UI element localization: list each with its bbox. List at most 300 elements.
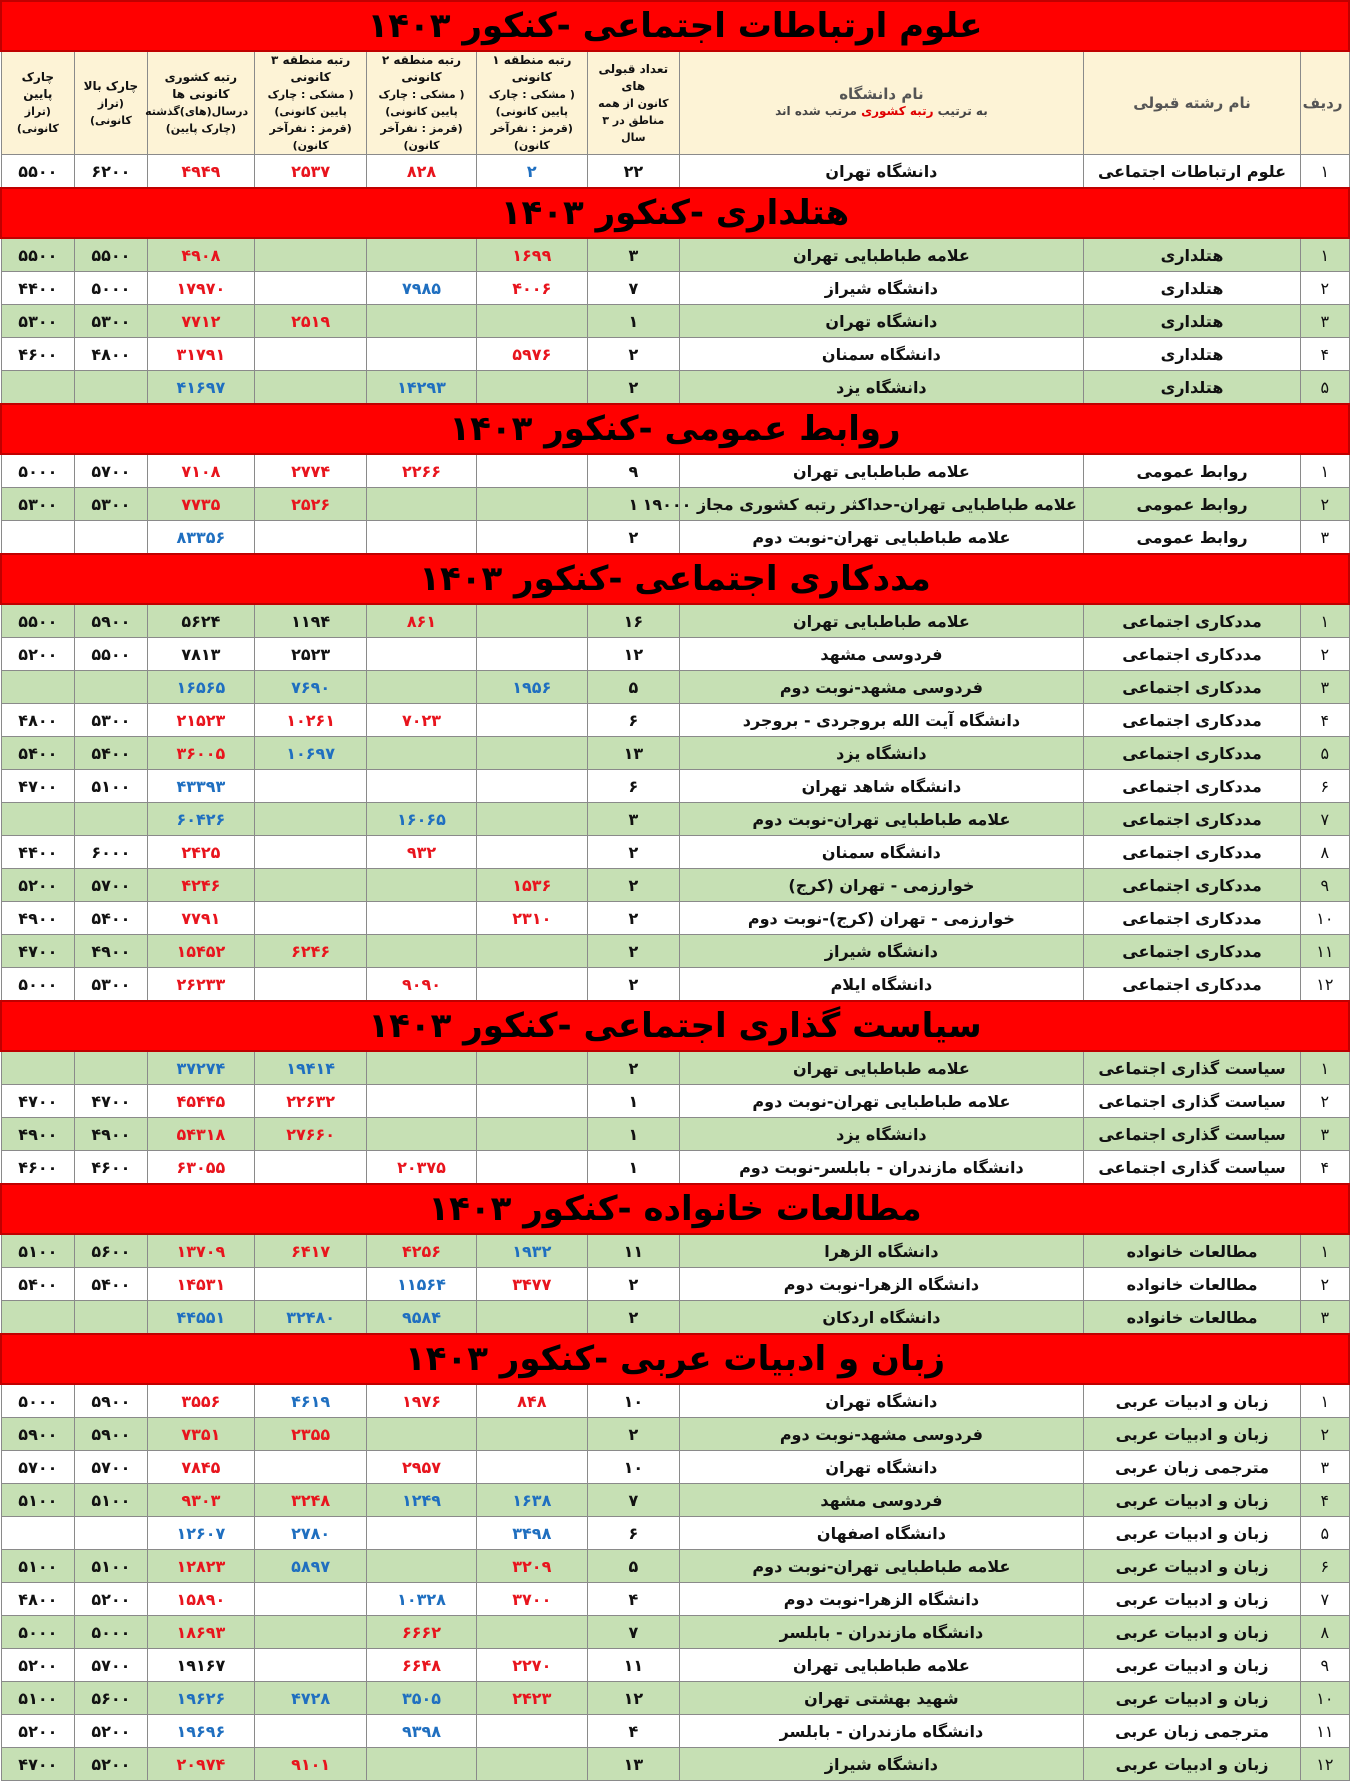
cell-upper-quartile: ۴۶۰۰ [75, 1151, 147, 1185]
cell-national-rank: ۳۷۲۷۴ [147, 1051, 255, 1085]
cell-rank-region2: ۱۶۰۶۵ [367, 803, 477, 836]
cell-rank-region2 [367, 935, 477, 968]
cell-national-rank: ۱۵۸۹۰ [147, 1583, 255, 1616]
header-upper-quartile-line: چارک بالا [83, 78, 139, 93]
cell-national-rank: ۴۵۴۴۵ [147, 1085, 255, 1118]
cell-rank-region1 [476, 454, 587, 488]
cell-radif: ۲ [1301, 1418, 1349, 1451]
cell-rank-region1: ۲۳۱۰ [476, 902, 587, 935]
table-row [1, 454, 1349, 488]
cell-upper-quartile: ۵۳۰۰ [75, 305, 147, 338]
section-title: سیاست گذاری اجتماعی -کنکور ۱۴۰۳ [1, 1001, 1349, 1051]
cell-count: ۱۰ [587, 1451, 679, 1484]
header-national-rank-line: رتبه کشوری کانونی ها [164, 70, 238, 101]
cell-rank-region3: ۵۸۹۷ [255, 1550, 367, 1583]
cell-upper-quartile: ۵۵۰۰ [75, 238, 147, 272]
cell-national-rank: ۳۱۷۹۱ [147, 338, 255, 371]
table-row [1, 1649, 1349, 1682]
cell-rank-region1: ۳۲۰۹ [476, 1550, 587, 1583]
cell-count: ۱۲ [587, 638, 679, 671]
cell-count: ۲ [587, 968, 679, 1002]
cell-national-rank: ۷۳۵۱ [147, 1418, 255, 1451]
cell-rank-region3 [255, 1649, 367, 1682]
cell-national-rank: ۱۲۸۲۳ [147, 1550, 255, 1583]
cell-rank-region2 [367, 1118, 477, 1151]
section-title-row [1, 554, 1349, 604]
cell-rank-region1 [476, 1451, 587, 1484]
cell-upper-quartile: ۵۷۰۰ [75, 454, 147, 488]
table-row [1, 272, 1349, 305]
header-university-title: نام دانشگاه [839, 85, 924, 103]
header-rank-region3-line: (قرمز : نفرآخر کانون) [269, 122, 352, 152]
cell-rank-region1 [476, 1301, 587, 1335]
cell-radif: ۴ [1301, 1151, 1349, 1185]
cell-count: ۶ [587, 770, 679, 803]
section-title: علوم ارتباطات اجتماعی -کنکور ۱۴۰۳ [1, 1, 1349, 51]
cell-rank-region2: ۹۳۲ [367, 836, 477, 869]
cell-major: هتلداری [1083, 238, 1300, 272]
header-national-rank [147, 51, 255, 155]
cell-major: مددکاری اجتماعی [1083, 770, 1300, 803]
cell-national-rank: ۱۹۱۶۷ [147, 1649, 255, 1682]
cell-national-rank: ۴۳۳۹۳ [147, 770, 255, 803]
cell-lower-quartile: ۵۵۰۰ [1, 238, 75, 272]
table-row [1, 1268, 1349, 1301]
cell-rank-region3 [255, 1268, 367, 1301]
cell-lower-quartile: ۵۵۰۰ [1, 604, 75, 638]
cell-university: علامه طباطبایی تهران-نوبت دوم [679, 521, 1083, 555]
cell-rank-region1 [476, 1616, 587, 1649]
cell-count: ۲ [587, 935, 679, 968]
cell-national-rank: ۱۲۶۰۷ [147, 1517, 255, 1550]
cell-rank-region2 [367, 1550, 477, 1583]
cell-rank-region3: ۱۹۴۱۴ [255, 1051, 367, 1085]
cell-university: علامه طباطبایی تهران [679, 238, 1083, 272]
header-sub-em: رتبه کشوری [861, 104, 934, 118]
table-row [1, 1484, 1349, 1517]
cell-rank-region3 [255, 521, 367, 555]
cell-rank-region1: ۱۹۳۲ [476, 1234, 587, 1268]
section-title: مددکاری اجتماعی -کنکور ۱۴۰۳ [1, 554, 1349, 604]
cell-count: ۴ [587, 1715, 679, 1748]
cell-major: مطالعات خانواده [1083, 1268, 1300, 1301]
cell-rank-region2: ۲۹۵۷ [367, 1451, 477, 1484]
cell-upper-quartile [75, 521, 147, 555]
table-row [1, 1418, 1349, 1451]
header-rank-region2 [367, 51, 477, 155]
cell-radif: ۲ [1301, 1085, 1349, 1118]
cell-upper-quartile: ۴۹۰۰ [75, 935, 147, 968]
cell-count: ۱۳ [587, 737, 679, 770]
header-sub-pre: به ترتیب [933, 104, 988, 118]
cell-university: فردوسی مشهد [679, 638, 1083, 671]
cell-radif: ۱۰ [1301, 1682, 1349, 1715]
cell-university: علامه طباطبایی تهران-نوبت دوم [679, 1550, 1083, 1583]
cell-major: هتلداری [1083, 371, 1300, 405]
cell-major: مددکاری اجتماعی [1083, 803, 1300, 836]
cell-radif: ۵ [1301, 1517, 1349, 1550]
section-title-row [1, 188, 1349, 238]
table-row [1, 671, 1349, 704]
cell-lower-quartile: ۴۴۰۰ [1, 272, 75, 305]
cell-major: مددکاری اجتماعی [1083, 869, 1300, 902]
cell-lower-quartile [1, 1517, 75, 1550]
cell-rank-region3 [255, 1151, 367, 1185]
cell-major: مددکاری اجتماعی [1083, 704, 1300, 737]
cell-major: روابط عمومی [1083, 488, 1300, 521]
cell-count: ۱ [587, 305, 679, 338]
cell-national-rank: ۴۴۵۵۱ [147, 1301, 255, 1335]
cell-radif: ۱ [1301, 454, 1349, 488]
section-title: زبان و ادبیات عربی -کنکور ۱۴۰۳ [1, 1334, 1349, 1384]
cell-national-rank: ۱۳۷۰۹ [147, 1234, 255, 1268]
table-row [1, 770, 1349, 803]
cell-university: دانشگاه اردکان [679, 1301, 1083, 1335]
cell-rank-region3 [255, 836, 367, 869]
cell-radif: ۲ [1301, 638, 1349, 671]
cell-university: فردوسی مشهد [679, 1484, 1083, 1517]
cell-lower-quartile: ۵۳۰۰ [1, 488, 75, 521]
cell-rank-region1 [476, 1748, 587, 1781]
cell-major: مددکاری اجتماعی [1083, 935, 1300, 968]
header-radif-label: ردیف [1302, 93, 1343, 112]
cell-rank-region3: ۲۵۳۷ [255, 155, 367, 189]
cell-upper-quartile: ۶۲۰۰ [75, 155, 147, 189]
cell-rank-region1: ۱۶۹۹ [476, 238, 587, 272]
cell-lower-quartile: ۵۰۰۰ [1, 968, 75, 1002]
cell-lower-quartile [1, 371, 75, 405]
cell-university: دانشگاه آیت الله بروجردی - بروجرد [679, 704, 1083, 737]
cell-count: ۵ [587, 671, 679, 704]
cell-count: ۶ [587, 1517, 679, 1550]
cell-count: ۹ [587, 454, 679, 488]
cell-rank-region2 [367, 1517, 477, 1550]
cell-radif: ۸ [1301, 836, 1349, 869]
cell-rank-region2: ۱۱۵۶۴ [367, 1268, 477, 1301]
cell-count: ۱ [587, 1118, 679, 1151]
cell-major: سیاست گذاری اجتماعی [1083, 1051, 1300, 1085]
cell-rank-region3: ۴۷۲۸ [255, 1682, 367, 1715]
cell-lower-quartile: ۵۲۰۰ [1, 638, 75, 671]
section-title: روابط عمومی -کنکور ۱۴۰۳ [1, 404, 1349, 454]
cell-rank-region3: ۱۰۶۹۷ [255, 737, 367, 770]
cell-major: زبان و ادبیات عربی [1083, 1517, 1300, 1550]
cell-radif: ۱ [1301, 1234, 1349, 1268]
cell-lower-quartile: ۵۴۰۰ [1, 1268, 75, 1301]
cell-university: علامه طباطبایی تهران-نوبت دوم [679, 1085, 1083, 1118]
header-lower-quartile-line: چارک پایین [21, 70, 54, 101]
cell-rank-region2 [367, 1051, 477, 1085]
cell-university: علامه طباطبایی تهران [679, 1051, 1083, 1085]
table-row [1, 1748, 1349, 1781]
section-title-row [1, 1334, 1349, 1384]
cell-rank-region1 [476, 638, 587, 671]
cell-rank-region1: ۳۷۰۰ [476, 1583, 587, 1616]
cell-rank-region1 [476, 1085, 587, 1118]
cell-national-rank: ۸۳۳۵۶ [147, 521, 255, 555]
cell-count: ۴ [587, 1583, 679, 1616]
cell-upper-quartile: ۵۷۰۰ [75, 1451, 147, 1484]
table-row [1, 1550, 1349, 1583]
header-rank-region1-line: (قرمز : نفرآخر کانون) [490, 122, 573, 152]
cell-major: هتلداری [1083, 338, 1300, 371]
cell-count: ۱۳ [587, 1748, 679, 1781]
cell-rank-region3 [255, 1451, 367, 1484]
cell-rank-region3 [255, 803, 367, 836]
cell-national-rank: ۱۹۶۲۶ [147, 1682, 255, 1715]
cell-count: ۱۱ [587, 1234, 679, 1268]
table-row [1, 704, 1349, 737]
cell-rank-region2: ۸۲۸ [367, 155, 477, 189]
cell-rank-region1: ۱۶۳۸ [476, 1484, 587, 1517]
table-row [1, 1085, 1349, 1118]
table-row [1, 638, 1349, 671]
cell-university: فردوسی مشهد-نوبت دوم [679, 1418, 1083, 1451]
cell-rank-region3 [255, 1715, 367, 1748]
cell-rank-region1 [476, 935, 587, 968]
table-row [1, 604, 1349, 638]
cell-lower-quartile [1, 671, 75, 704]
table-row [1, 1682, 1349, 1715]
cell-university: علامه طباطبایی تهران [679, 604, 1083, 638]
cell-rank-region2: ۸۶۱ [367, 604, 477, 638]
cell-rank-region3: ۳۲۴۸۰ [255, 1301, 367, 1335]
cell-upper-quartile: ۵۹۰۰ [75, 1418, 147, 1451]
table-row [1, 1151, 1349, 1185]
cell-upper-quartile: ۵۳۰۰ [75, 968, 147, 1002]
cell-upper-quartile: ۵۴۰۰ [75, 902, 147, 935]
cell-lower-quartile: ۵۴۰۰ [1, 737, 75, 770]
cell-count: ۲ [587, 869, 679, 902]
cell-radif: ۹ [1301, 869, 1349, 902]
cell-radif: ۹ [1301, 1649, 1349, 1682]
cell-rank-region1: ۲ [476, 155, 587, 189]
header-rank-region1 [476, 51, 587, 155]
cell-upper-quartile [75, 671, 147, 704]
header-rank-region1-line: ( مشکی : چارک پایین کانونی) [488, 88, 575, 118]
cell-rank-region3 [255, 238, 367, 272]
cell-national-rank: ۵۴۳۱۸ [147, 1118, 255, 1151]
cell-radif: ۳ [1301, 1301, 1349, 1335]
cell-radif: ۷ [1301, 1583, 1349, 1616]
cell-rank-region3 [255, 770, 367, 803]
cell-rank-region3: ۲۵۲۳ [255, 638, 367, 671]
cell-rank-region2: ۶۶۴۸ [367, 1649, 477, 1682]
header-rank-region2-line: (قرمز : نفرآخر کانون) [380, 122, 463, 152]
cell-upper-quartile [75, 803, 147, 836]
table-row [1, 1517, 1349, 1550]
header-rank-region3-line: ( مشکی : چارک پایین کانونی) [267, 88, 354, 118]
cell-lower-quartile: ۵۱۰۰ [1, 1682, 75, 1715]
header-upper-quartile [75, 51, 147, 155]
cell-count: ۵ [587, 1550, 679, 1583]
cell-major: سیاست گذاری اجتماعی [1083, 1151, 1300, 1185]
cell-university: علامه طباطبایی تهران [679, 454, 1083, 488]
cell-upper-quartile: ۵۳۰۰ [75, 488, 147, 521]
cell-radif: ۲ [1301, 488, 1349, 521]
cell-rank-region1: ۸۴۸ [476, 1384, 587, 1418]
cell-rank-region3: ۷۶۹۰ [255, 671, 367, 704]
cell-national-rank: ۱۴۵۳۱ [147, 1268, 255, 1301]
header-rank-region1-line: رتبه منطقه ۱ کانونی [492, 53, 572, 84]
cell-national-rank: ۱۶۵۶۵ [147, 671, 255, 704]
cell-rank-region1: ۱۵۳۶ [476, 869, 587, 902]
cell-national-rank: ۷۸۴۵ [147, 1451, 255, 1484]
table-row [1, 935, 1349, 968]
cell-radif: ۴ [1301, 338, 1349, 371]
cell-radif: ۱۱ [1301, 1715, 1349, 1748]
cell-radif: ۲ [1301, 272, 1349, 305]
cell-major: هتلداری [1083, 305, 1300, 338]
cell-rank-region2 [367, 671, 477, 704]
cell-lower-quartile: ۴۷۰۰ [1, 935, 75, 968]
cell-rank-region2: ۱۹۷۶ [367, 1384, 477, 1418]
cell-radif: ۵ [1301, 737, 1349, 770]
cell-count: ۲ [587, 371, 679, 405]
cell-university: دانشگاه شیراز [679, 935, 1083, 968]
cell-rank-region2 [367, 338, 477, 371]
cell-count: ۲ [587, 1051, 679, 1085]
cell-rank-region3 [255, 1616, 367, 1649]
cell-university: دانشگاه یزد [679, 737, 1083, 770]
cell-count: ۱ [587, 488, 679, 521]
cell-national-rank: ۷۷۱۲ [147, 305, 255, 338]
cell-rank-region2: ۴۲۵۶ [367, 1234, 477, 1268]
cell-rank-region3: ۲۲۶۳۲ [255, 1085, 367, 1118]
cell-rank-region3: ۲۳۵۵ [255, 1418, 367, 1451]
cell-national-rank: ۲۴۲۵ [147, 836, 255, 869]
cell-upper-quartile: ۵۱۰۰ [75, 1550, 147, 1583]
cell-university: دانشگاه تهران [679, 305, 1083, 338]
cell-rank-region1: ۴۰۰۶ [476, 272, 587, 305]
cell-rank-region1: ۳۴۷۷ [476, 1268, 587, 1301]
cell-rank-region3: ۲۷۸۰ [255, 1517, 367, 1550]
cell-major: زبان و ادبیات عربی [1083, 1484, 1300, 1517]
cell-radif: ۱۰ [1301, 902, 1349, 935]
cell-count: ۱۶ [587, 604, 679, 638]
cell-university: دانشگاه سمنان [679, 836, 1083, 869]
section-title-row [1, 1001, 1349, 1051]
cell-radif: ۷ [1301, 803, 1349, 836]
cell-lower-quartile: ۵۰۰۰ [1, 1384, 75, 1418]
cell-university: علامه طباطبایی تهران [679, 1649, 1083, 1682]
cell-major: روابط عمومی [1083, 454, 1300, 488]
cell-national-rank: ۹۳۰۳ [147, 1484, 255, 1517]
cell-radif: ۳ [1301, 521, 1349, 555]
cell-rank-region3: ۲۷۶۶۰ [255, 1118, 367, 1151]
header-university-subtitle [686, 103, 1077, 120]
cell-rank-region2 [367, 488, 477, 521]
cell-national-rank: ۶۰۴۲۶ [147, 803, 255, 836]
header-count-line: مناطق در ۳ سال [602, 113, 665, 144]
cell-rank-region3 [255, 1583, 367, 1616]
cell-lower-quartile: ۵۲۰۰ [1, 1715, 75, 1748]
table-row [1, 803, 1349, 836]
cell-rank-region1 [476, 704, 587, 737]
cell-radif: ۱۲ [1301, 1748, 1349, 1781]
cell-radif: ۱ [1301, 1384, 1349, 1418]
cell-upper-quartile [75, 1051, 147, 1085]
cell-national-rank: ۲۶۲۳۳ [147, 968, 255, 1002]
cell-university: دانشگاه شاهد تهران [679, 770, 1083, 803]
cell-upper-quartile: ۵۷۰۰ [75, 1649, 147, 1682]
cell-rank-region1 [476, 604, 587, 638]
table-row [1, 1451, 1349, 1484]
cell-rank-region3 [255, 338, 367, 371]
cell-upper-quartile: ۵۶۰۰ [75, 1682, 147, 1715]
cell-major: سیاست گذاری اجتماعی [1083, 1085, 1300, 1118]
cell-rank-region2 [367, 902, 477, 935]
cell-lower-quartile: ۴۶۰۰ [1, 338, 75, 371]
header-rank-region3-line: رتبه منطقه ۳ کانونی [271, 53, 351, 84]
cell-radif: ۴ [1301, 1484, 1349, 1517]
cell-major: مددکاری اجتماعی [1083, 638, 1300, 671]
cell-rank-region1: ۲۴۲۳ [476, 1682, 587, 1715]
header-sub-post: مرتب شده اند [775, 104, 862, 118]
cell-lower-quartile: ۵۲۰۰ [1, 869, 75, 902]
cell-upper-quartile: ۵۹۰۰ [75, 1384, 147, 1418]
cell-lower-quartile: ۴۸۰۰ [1, 1583, 75, 1616]
cell-major: مددکاری اجتماعی [1083, 902, 1300, 935]
cell-upper-quartile: ۵۷۰۰ [75, 869, 147, 902]
cell-national-rank: ۱۹۶۹۶ [147, 1715, 255, 1748]
cell-lower-quartile [1, 1051, 75, 1085]
table-row [1, 968, 1349, 1002]
cell-rank-region2: ۲۲۶۶ [367, 454, 477, 488]
cell-major: زبان و ادبیات عربی [1083, 1418, 1300, 1451]
table-row [1, 1118, 1349, 1151]
header-row [1, 51, 1349, 155]
table-row [1, 371, 1349, 405]
cell-upper-quartile: ۵۱۰۰ [75, 1484, 147, 1517]
cell-major: زبان و ادبیات عربی [1083, 1616, 1300, 1649]
cell-major: زبان و ادبیات عربی [1083, 1550, 1300, 1583]
header-major-label: نام رشته قبولی [1133, 93, 1251, 112]
cell-university: دانشگاه یزد [679, 1118, 1083, 1151]
cell-rank-region2: ۱۲۴۹ [367, 1484, 477, 1517]
cell-rank-region1 [476, 1151, 587, 1185]
cell-lower-quartile: ۵۰۰۰ [1, 454, 75, 488]
cell-lower-quartile: ۵۰۰۰ [1, 1616, 75, 1649]
cell-rank-region2: ۱۰۳۲۸ [367, 1583, 477, 1616]
cell-major: مددکاری اجتماعی [1083, 737, 1300, 770]
cell-university: دانشگاه ایلام [679, 968, 1083, 1002]
cell-lower-quartile [1, 521, 75, 555]
cell-upper-quartile [75, 371, 147, 405]
cell-university: دانشگاه مازندران - بابلسر [679, 1616, 1083, 1649]
cell-count: ۷ [587, 1616, 679, 1649]
cell-university: دانشگاه الزهرا [679, 1234, 1083, 1268]
table-row [1, 1384, 1349, 1418]
table-row [1, 869, 1349, 902]
cell-rank-region1 [476, 371, 587, 405]
cell-rank-region2 [367, 869, 477, 902]
cell-rank-region2: ۶۶۶۲ [367, 1616, 477, 1649]
cell-university: دانشگاه تهران [679, 155, 1083, 189]
cell-radif: ۲ [1301, 1268, 1349, 1301]
header-count-line: تعداد قبولی های [598, 61, 669, 93]
cell-count: ۲ [587, 836, 679, 869]
cell-radif: ۳ [1301, 1451, 1349, 1484]
cell-rank-region1 [476, 836, 587, 869]
cell-rank-region1 [476, 488, 587, 521]
cell-major: هتلداری [1083, 272, 1300, 305]
header-count-line: کانون از همه [598, 96, 669, 110]
cell-rank-region3: ۱۰۲۶۱ [255, 704, 367, 737]
cell-rank-region1: ۱۹۵۶ [476, 671, 587, 704]
cell-rank-region2: ۷۰۲۳ [367, 704, 477, 737]
cell-lower-quartile: ۴۷۰۰ [1, 1085, 75, 1118]
